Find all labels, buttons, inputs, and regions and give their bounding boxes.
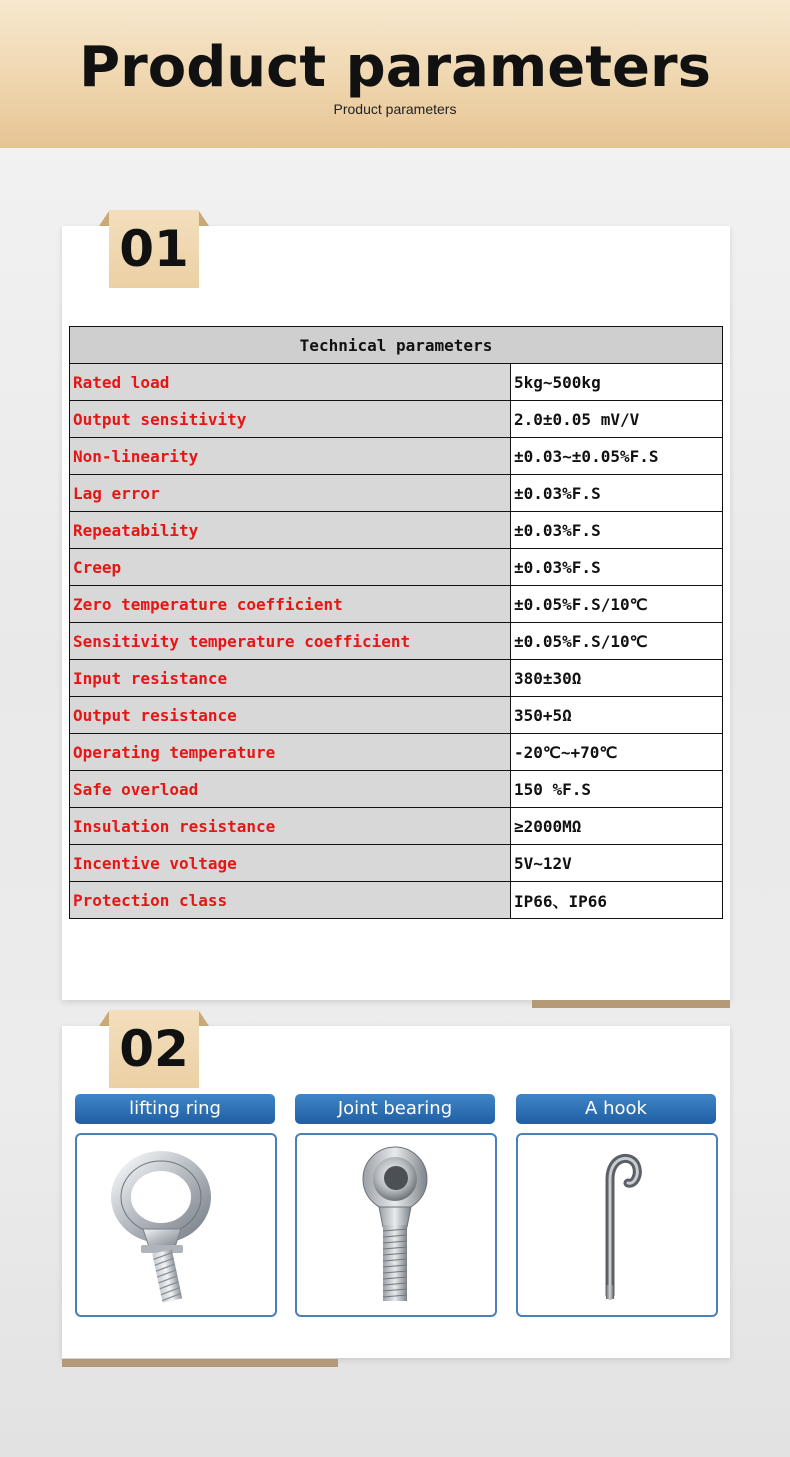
table-row [70, 364, 723, 401]
param-value: ±0.03%F.S [511, 512, 723, 549]
param-value: 5kg~500kg [511, 364, 723, 401]
table-row [70, 882, 723, 919]
table-row [70, 771, 723, 808]
param-value: 5V~12V [511, 845, 723, 882]
page-title: Product parameters [79, 35, 711, 100]
param-name: Zero temperature coefficient [70, 586, 511, 623]
param-name: Non-linearity [70, 438, 511, 475]
table-header: Technical parameters [70, 327, 723, 364]
table-row [70, 512, 723, 549]
param-name: Repeatability [70, 512, 511, 549]
joint-bearing-frame [295, 1133, 497, 1317]
param-name: Output resistance [70, 697, 511, 734]
param-value: ±0.05%F.S/10℃ [511, 586, 723, 623]
header-banner [0, 0, 790, 148]
lifting-ring-frame [75, 1133, 277, 1317]
param-name: Sensitivity temperature coefficient [70, 623, 511, 660]
page-subtitle: Product parameters [333, 101, 457, 117]
lifting-ring-icon [77, 1135, 275, 1315]
param-value: 350+5Ω [511, 697, 723, 734]
card2-accent-bar [62, 1359, 338, 1367]
param-name: Lag error [70, 475, 511, 512]
param-name: Creep [70, 549, 511, 586]
card1-accent-bar [532, 1000, 730, 1008]
param-value: ±0.03%F.S [511, 475, 723, 512]
section-number-01: 01 [109, 210, 199, 288]
table-row [70, 734, 723, 771]
table-row [70, 586, 723, 623]
table-row [70, 475, 723, 512]
tab-notch-right [199, 211, 209, 226]
param-value: 380±30Ω [511, 660, 723, 697]
param-value: 150 %F.S [511, 771, 723, 808]
param-name: Incentive voltage [70, 845, 511, 882]
table-row [70, 549, 723, 586]
label-hook: A hook [516, 1094, 716, 1124]
table-row [70, 401, 723, 438]
param-name: Operating temperature [70, 734, 511, 771]
table-row [70, 660, 723, 697]
tab-notch-left [99, 211, 109, 226]
param-value: ±0.05%F.S/10℃ [511, 623, 723, 660]
label-joint-bearing: Joint bearing [295, 1094, 495, 1124]
param-name: Protection class [70, 882, 511, 919]
param-name: Input resistance [70, 660, 511, 697]
tab-notch-right-2 [199, 1011, 209, 1026]
param-name: Insulation resistance [70, 808, 511, 845]
param-name: Rated load [70, 364, 511, 401]
tab-notch-left-2 [99, 1011, 109, 1026]
param-value: ≥2000MΩ [511, 808, 723, 845]
param-value: ±0.03~±0.05%F.S [511, 438, 723, 475]
hook-frame [516, 1133, 718, 1317]
param-name: Safe overload [70, 771, 511, 808]
table-row [70, 438, 723, 475]
technical-parameters-table [69, 326, 723, 919]
param-value: ±0.03%F.S [511, 549, 723, 586]
table-row [70, 845, 723, 882]
param-value: 2.0±0.05 mV/V [511, 401, 723, 438]
section-number-02: 02 [109, 1010, 199, 1088]
param-name: Output sensitivity [70, 401, 511, 438]
param-value: -20℃~+70℃ [511, 734, 723, 771]
joint-bearing-icon [297, 1135, 495, 1315]
table-row [70, 623, 723, 660]
table-body [70, 364, 723, 919]
param-value: IP66、IP66 [511, 882, 723, 919]
table-row [70, 808, 723, 845]
label-lifting-ring: lifting ring [75, 1094, 275, 1124]
hook-icon [518, 1135, 716, 1315]
table-row [70, 697, 723, 734]
